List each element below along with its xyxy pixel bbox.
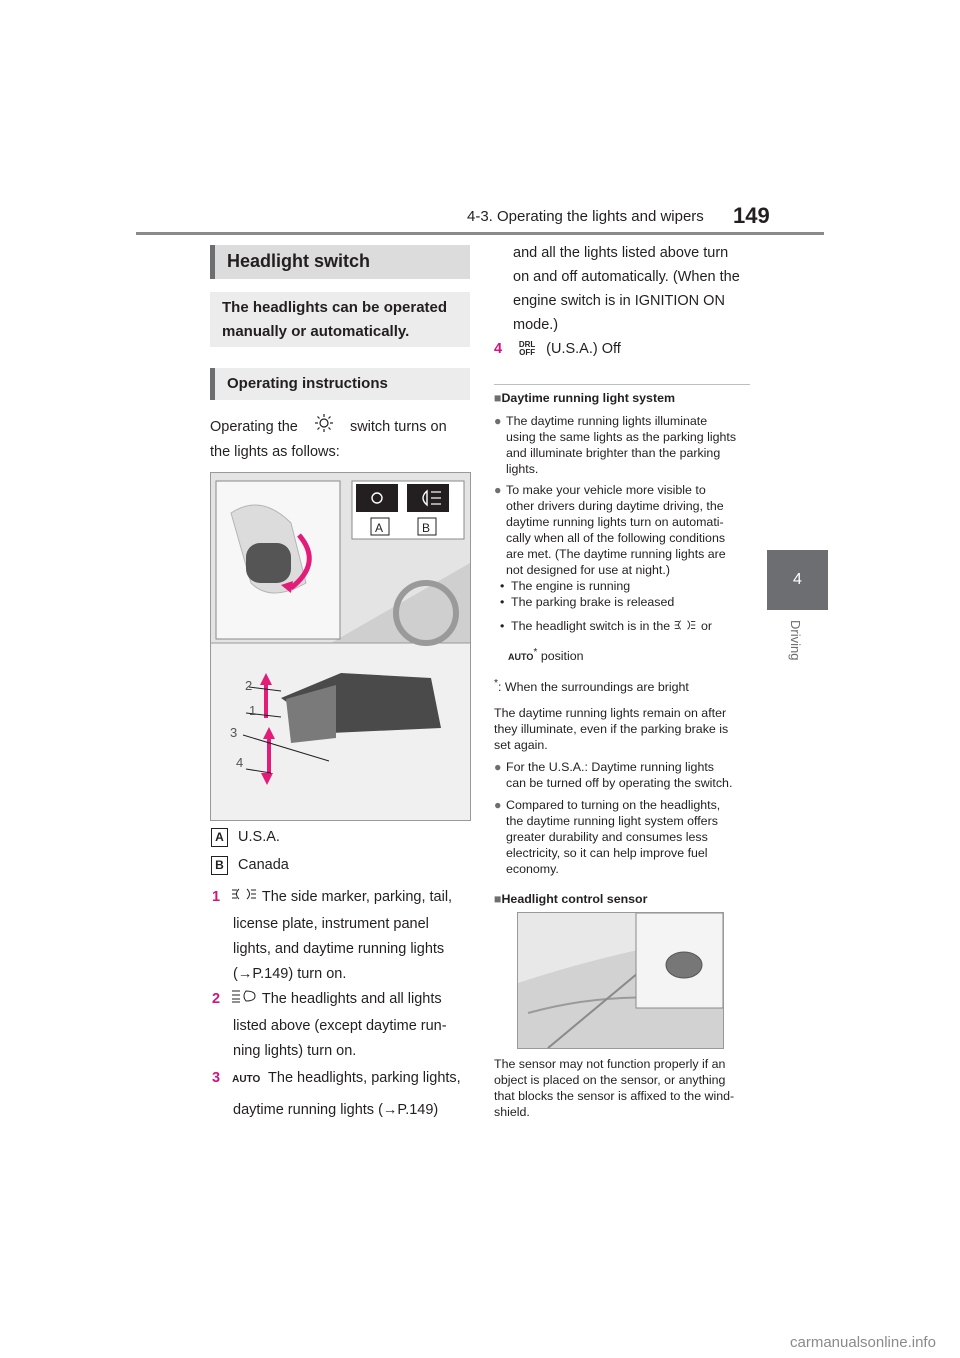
figure-step-3: 3: [230, 725, 238, 740]
drl-b4-l2: the daytime running light system offers: [506, 813, 718, 828]
condition-1-text: The engine is running: [511, 579, 631, 593]
condition-1: • The engine is running: [500, 579, 631, 593]
intro-box: [210, 292, 470, 347]
operating-intro: [210, 413, 470, 464]
chapter-tab: [767, 550, 828, 610]
drl-b1-l2: using the same lights as the parking lights: [506, 430, 737, 444]
item-3-cont-line-4: mode.): [513, 317, 559, 333]
section-title: [210, 245, 470, 279]
condition-3-or: or: [701, 619, 713, 633]
item-3-cont-line-2: on and off automatically. (When the: [513, 269, 740, 285]
notes-block: [494, 390, 756, 907]
headlight-switch-figure: [210, 472, 471, 821]
section-title-text: Headlight switch: [227, 251, 371, 271]
item-2-line-2: listed above (except daytime run-: [233, 1018, 447, 1034]
condition-3: • The headlight switch is in the or: [500, 619, 713, 633]
drl-b2-l5: are met. (The daytime running lights are: [506, 547, 726, 561]
drl-remain-l3: set again.: [494, 737, 548, 752]
drl-b2-l1: To make your vehicle more visible to: [506, 483, 706, 497]
legend-a-text: U.S.A.: [238, 829, 280, 845]
sensor-text-l4: shield.: [494, 1105, 530, 1119]
drl-b1-l4: lights.: [506, 462, 539, 476]
drl-b1-l1: The daytime running lights illuminate: [506, 414, 708, 428]
drl-off-icon-bottom: OFF: [519, 348, 536, 358]
drl-heading: ■Daytime running light system: [494, 391, 675, 405]
item-4-text: (U.S.A.) Off: [546, 341, 621, 357]
sensor-figure: [517, 912, 724, 1049]
drl-off-icon: [516, 341, 538, 357]
auto-icon: AUTO: [232, 1074, 261, 1085]
item-3-cont-line-1: and all the lights listed above turn: [513, 245, 729, 261]
drl-b4-l5: economy.: [506, 861, 559, 876]
page-number: 149: [733, 203, 770, 228]
item-3-continued: [513, 242, 753, 337]
side-marker-icon: [232, 886, 258, 909]
item-3-number: 3: [212, 1070, 221, 1086]
item-1-number: 1: [212, 889, 221, 905]
chapter-number: 4: [793, 571, 802, 588]
item-3-cont-line-3: engine switch is in IGNITION ON: [513, 293, 725, 309]
footnote: [494, 676, 756, 695]
footnote-text: : When the surroundings are bright: [498, 679, 689, 694]
drl-remain-l2: they illuminate, even if the parking brake is: [494, 721, 729, 736]
sensor-heading-text: Headlight control sensor: [501, 891, 648, 906]
subsection-title-text: Operating instructions: [227, 375, 388, 392]
auto-icon: AUTO: [508, 651, 534, 662]
figure-step-2: 2: [245, 678, 253, 693]
item-3-line-2: daytime running lights (→P.149): [233, 1102, 439, 1118]
legend-a: [211, 826, 280, 849]
condition-2-text: The parking brake is released: [511, 595, 675, 609]
drl-b4-l3: greater durability and consumes less: [506, 829, 708, 844]
sensor-text: [494, 1056, 756, 1120]
item-4: [494, 338, 754, 361]
operating-intro-pre: Operating the: [210, 418, 298, 435]
drl-b2-l2: other drivers during daytime driving, the: [506, 499, 724, 513]
notes-divider: [494, 384, 750, 385]
chapter-label: Driving: [788, 620, 803, 661]
intro-text: The headlights can be operated manually or automatically.: [222, 299, 448, 340]
item-1-line-2: license plate, instrument panel: [233, 916, 429, 932]
condition-3-pre: The headlight switch is in the: [511, 619, 671, 633]
figure-label-a: A: [375, 521, 384, 535]
drl-bullet-3: ● For the U.S.A.: Daytime running lights can be turned off by operating the switch.: [494, 759, 756, 791]
drl-b1-l3: and illuminate brighter than the parking: [506, 446, 721, 460]
item-2: [212, 988, 470, 1063]
item-4-number: 4: [494, 341, 503, 357]
drl-b4-l4: electricity, so it can help improve fuel: [506, 845, 708, 860]
drl-remain: [494, 705, 756, 753]
sensor-text-l3: that blocks the sensor is affixed to the wind-: [494, 1089, 735, 1103]
drl-b2-l4: cally when all of the following conditions: [506, 531, 726, 545]
headlight-icon: [232, 988, 258, 1011]
sun-icon: [302, 413, 346, 441]
drl-b4-l1: Compared to turning on the headlights,: [506, 797, 721, 812]
sensor-heading: ■Headlight control sensor: [494, 891, 648, 906]
condition-2: • The parking brake is released: [500, 595, 675, 609]
operating-intro-post: switch turns on the lights as follows:: [210, 418, 447, 460]
figure-step-1: 1: [249, 703, 257, 718]
condition-3-star: *: [533, 646, 538, 658]
legend-b-text: Canada: [238, 857, 289, 873]
side-marker-icon: [674, 619, 698, 635]
item-3: [212, 1067, 470, 1122]
section-header: 4-3. Operating the lights and wipers: [467, 208, 704, 225]
condition-3-post: position: [540, 648, 584, 663]
condition-3-cont: [494, 645, 756, 665]
drl-bullet-4: ● Compared to turning on the headlights, the daytime running light system offers greater durability and consumes less electricity, so it can help improve fuel economy.: [494, 797, 756, 877]
drl-b3-l2: can be turned off by operating the switch.: [506, 775, 733, 790]
figure-label-b: B: [422, 521, 431, 535]
subsection-title: [210, 368, 470, 400]
item-1-line-4: (→P.149) turn on.: [233, 966, 347, 982]
sensor-text-l2: object is placed on the sensor, or anything: [494, 1073, 726, 1087]
legend-b-key: B: [211, 856, 228, 875]
drl-b2-l3: daytime running lights turn on automati-: [506, 515, 724, 529]
sensor-text-l1: The sensor may not function properly if an: [494, 1057, 726, 1071]
drl-b3-l1: For the U.S.A.: Daytime running lights: [506, 759, 714, 774]
drl-remain-l1: The daytime running lights remain on after: [494, 705, 727, 720]
item-1-line-3: lights, and daytime running lights: [233, 941, 445, 957]
drl-bullet-1: ● The daytime running lights illuminate using the same lights as the parking lights and illuminate brighter than the parking lights.: [494, 413, 756, 477]
figure-step-4: 4: [236, 755, 244, 770]
item-3-line-1: The headlights, parking lights,: [268, 1070, 461, 1086]
drl-bullet-2: ● To make your vehicle more visible to other drivers during daytime driving, the daytime running lights turn on automati- cally when all of the following conditions are met. (The daytime running lights are not designed for use at night.): [494, 482, 756, 578]
item-1-line-1: The side marker, parking, tail,: [261, 889, 453, 905]
drl-b2-l6: not designed for use at night.): [506, 563, 670, 577]
legend-a-key: A: [211, 828, 228, 847]
item-2-line-3: ning lights) turn on.: [233, 1043, 357, 1059]
item-1: [212, 886, 470, 986]
header-rule: [136, 232, 824, 235]
item-2-number: 2: [212, 991, 221, 1007]
drl-heading-text: Daytime running light system: [501, 391, 675, 405]
legend-b: [211, 854, 289, 877]
item-2-line-1: The headlights and all lights: [261, 991, 442, 1007]
footnote-star: *: [494, 677, 499, 689]
drl-off-icon-top: DRL: [518, 340, 536, 350]
watermark: carmanualsonline.info: [790, 1334, 936, 1351]
